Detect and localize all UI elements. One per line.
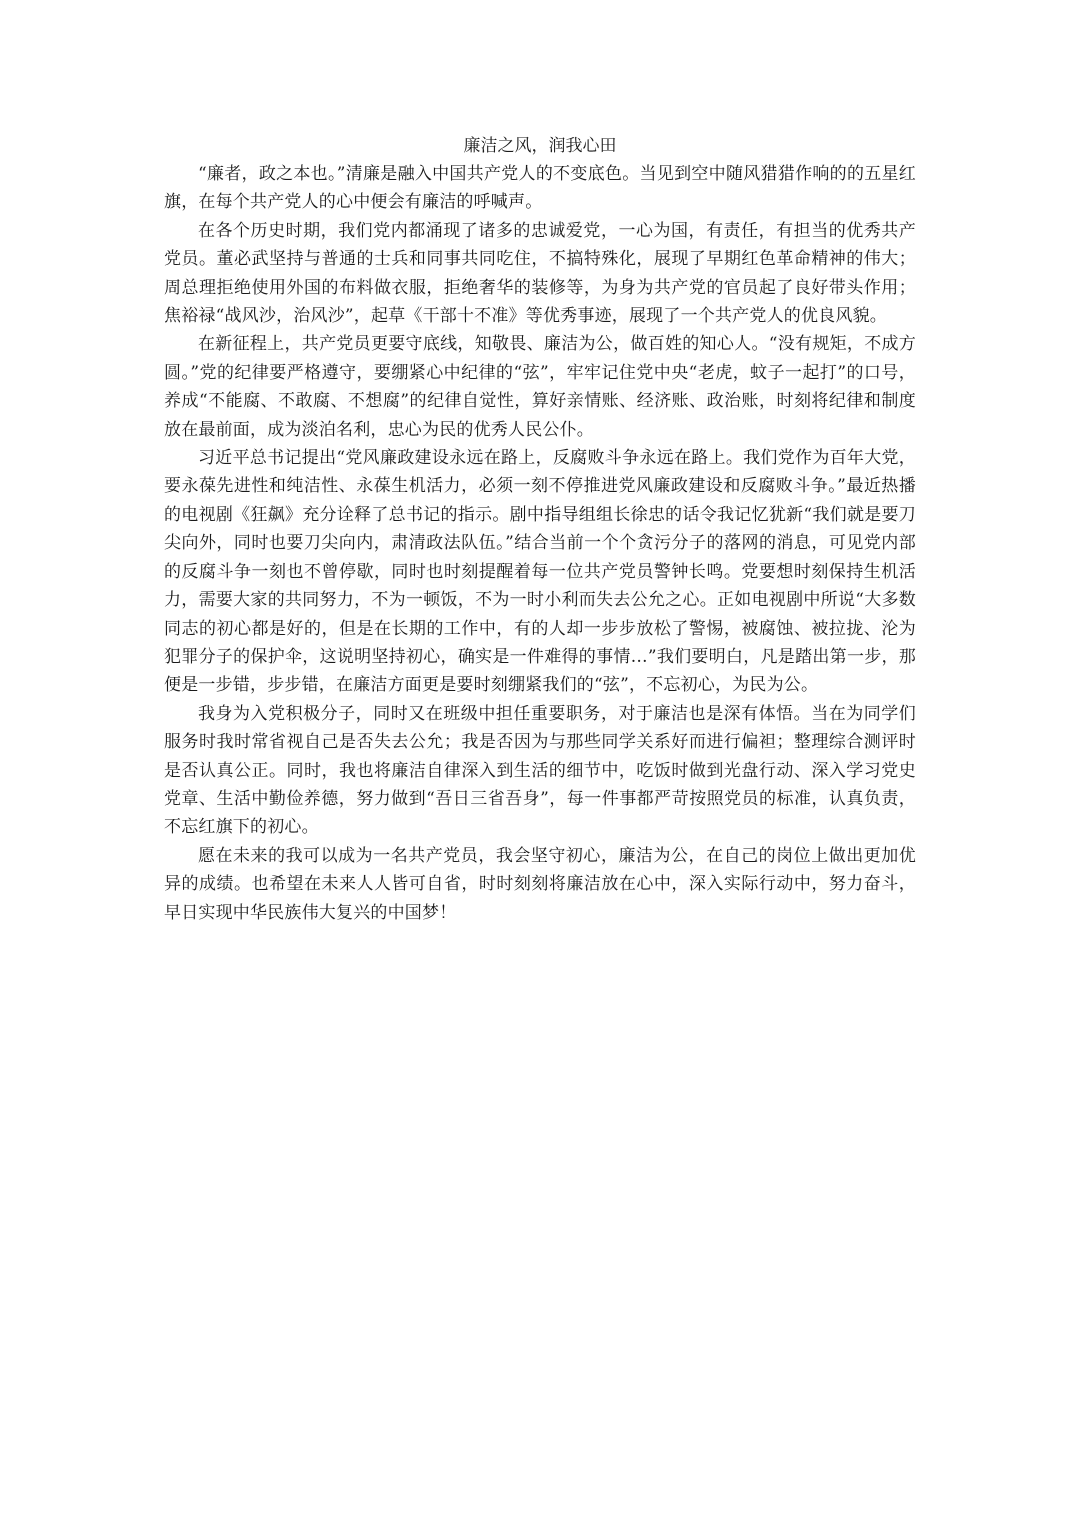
paragraph-5: 我身为入党积极分子，同时又在班级中担任重要职务，对于廉洁也是深有体悟。当在为同学们服务时我时常省视自己是否失去公允；我是否因为与那些同学关系好而进行偏袒；整理综合测评时是否认真公正。同时，我也将廉洁自律深入到生活的细节中，吃饭时做到光盘行动、深入学习党史党章、生活中勤俭养德，努力做到“吾日三省吾身”，每一件事都严苛按照党员的标准，认真负责，不忘红旗下的初心。 <box>164 703 916 838</box>
document-title: 廉洁之风，润我心田 <box>463 136 617 156</box>
paragraph-1: “廉者，政之本也。”清廉是融入中国共产党人的不变底色。当见到空中随风猎猎作响的的五星红旗，在每个共产党人的心中便会有廉洁的呼喊声。 <box>164 164 916 213</box>
paragraph-2: 在各个历史时期，我们党内都涌现了诸多的忠诚爱党，一心为国，有责任，有担当的优秀共产党员。董必武坚持与普通的士兵和同事共同吃住，不搞特殊化，展现了早期红色革命精神的伟大；周总理拒绝使用外国的布料做衣服，拒绝奢华的装修等，为身为共产党的官员起了良好带头作用；焦裕禄“战风沙，治风沙”，起草《干部十不准》等优秀事迹，展现了一个共产党人的优良风貌。 <box>164 220 916 327</box>
paragraph-4: 习近平总书记提出“党风廉政建设永远在路上，反腐败斗争永远在路上。我们党作为百年大党，要永葆先进性和纯洁性、永葆生机活力，必须一刻不停推进党风廉政建设和反腐败斗争。”最近热播的电视剧《狂飙》充分诠释了总书记的指示。剧中指导组组长徐忠的话令我记忆犹新“我们就是要刀尖向外，同时也要刀尖向内，肃清政法队伍。”结合当前一个个贪污分子的落网的消息，可见党内部的反腐斗争一刻也不曾停歇，同时也时刻提醒着每一位共产党员警钟长鸣。党要想时刻保持生机活力，需要大家的共同努力，不为一顿饭，不为一时小利而失去公允之心。正如电视剧中所说“大多数同志的初心都是好的，但是在长期的工作中，有的人却一步步放松了警惕，被腐蚀、被拉拢、沦为犯罪分子的保护伞，这说明坚持初心，确实是一件难得的事情…”我们要明白，凡是踏出第一步，那便是一步错，步步错，在廉洁方面更是要时刻绷紧我们的“弦”，不忘初心，为民为公。 <box>164 448 916 696</box>
document-page <box>164 132 916 927</box>
paragraph-6: 愿在未来的我可以成为一名共产党员，我会坚守初心，廉洁为公，在自己的岗位上做出更加优异的成绩。也希望在未来人人皆可自省，时时刻刻将廉洁放在心中，深入实际行动中，努力奋斗，早日实现中华民族伟大复兴的中国梦！ <box>164 845 916 923</box>
paragraph-3: 在新征程上，共产党员更要守底线，知敬畏、廉洁为公，做百姓的知心人。“没有规矩，不成方圆。”党的纪律要严格遵守，要绷紧心中纪律的“弦”，牢牢记住党中央“老虎，蚊子一起打”的口号，养成“不能腐、不敢腐、不想腐”的纪律自觉性，算好亲情账、经济账、政治账，时刻将纪律和制度放在最前面，成为淡泊名利，忠心为民的优秀人民公仆。 <box>164 334 916 440</box>
